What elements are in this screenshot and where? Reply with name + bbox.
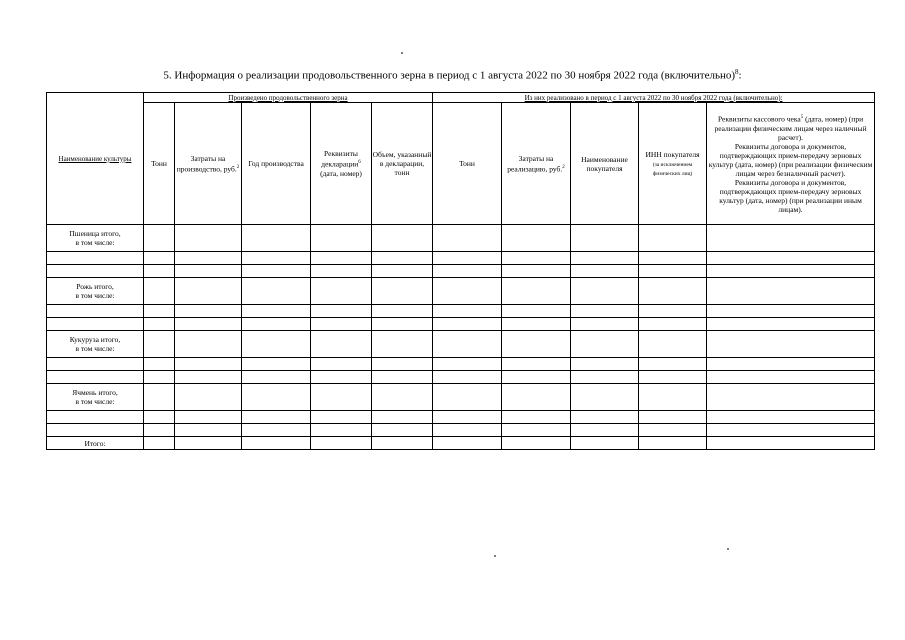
header-declaration-details: Реквизиты декларации$^6$ (дата, номер) xyxy=(311,103,372,225)
scan-speck xyxy=(494,555,496,557)
table-row xyxy=(47,424,875,437)
header-declared-volume: Объем, указанный в декларации, тонн xyxy=(372,103,433,225)
section-title-footnote: 8 xyxy=(735,68,739,76)
section-title-text: 5. Информация о реализации продовольственного зерна в период с 1 августа 2022 по 30 ноября 2022 года (включительно) xyxy=(163,69,736,82)
table-row xyxy=(47,411,875,424)
scan-speck xyxy=(401,52,403,54)
table-row xyxy=(47,318,875,331)
table-row xyxy=(47,305,875,318)
total-label: Итого: xyxy=(47,437,144,450)
group-header-produced: Произведено продовольственного зерна xyxy=(144,93,433,103)
scan-speck xyxy=(727,548,729,550)
table-row xyxy=(47,265,875,278)
crop-label-wheat: Пшеница итого, в том числе: xyxy=(47,225,144,252)
group-header-sold: Из них реализовано в период с 1 августа 2022 по 30 ноября 2022 года (включительно): xyxy=(433,93,875,103)
table-row xyxy=(47,252,875,265)
header-sales-costs: Затраты на реализацию, руб.$^2$ xyxy=(502,103,571,225)
header-sold-tons: Тонн xyxy=(433,103,502,225)
table-row-rye xyxy=(47,278,875,305)
header-buyer-name: Наименование покупателя xyxy=(571,103,639,225)
table-row xyxy=(47,358,875,371)
table-row-total xyxy=(47,437,875,450)
crop-label-rye: Рожь итого, в том числе: xyxy=(47,278,144,305)
table-row xyxy=(47,371,875,384)
table-row-corn xyxy=(47,331,875,358)
group-header-row xyxy=(47,93,875,103)
header-production-costs: Затраты на производство, руб.$^2$ xyxy=(175,103,242,225)
header-culture-name: Наименование культуры xyxy=(47,93,144,225)
header-receipt-details: Реквизиты кассового чека$^5$ (дата, номер) (при реализации физическим лицам через наличный расчет). Реквизиты договора и документов, подтверждающих прием-передачу зерновых культур (дата, номер) (при реализации физическим лицам через безналичный расчет). Реквизиты договора и документов, подтверждающих прием-передачу зерновых культур (дата, номер) (при реализации иным лицам). xyxy=(707,103,875,225)
crop-label-barley: Ячмень итого, в том числе: xyxy=(47,384,144,411)
section-title xyxy=(0,66,905,83)
column-header-row xyxy=(47,103,875,225)
crop-label-corn: Кукуруза итого, в том числе: xyxy=(47,331,144,358)
header-production-year: Год производства xyxy=(242,103,311,225)
table-row-wheat xyxy=(47,225,875,252)
table-row-barley xyxy=(47,384,875,411)
header-buyer-inn: ИНН покупателя (за исключением физических лиц) xyxy=(639,103,707,225)
grain-sales-table xyxy=(46,92,875,450)
section-title-suffix: : xyxy=(738,69,742,82)
header-produced-tons: Тонн xyxy=(144,103,175,225)
